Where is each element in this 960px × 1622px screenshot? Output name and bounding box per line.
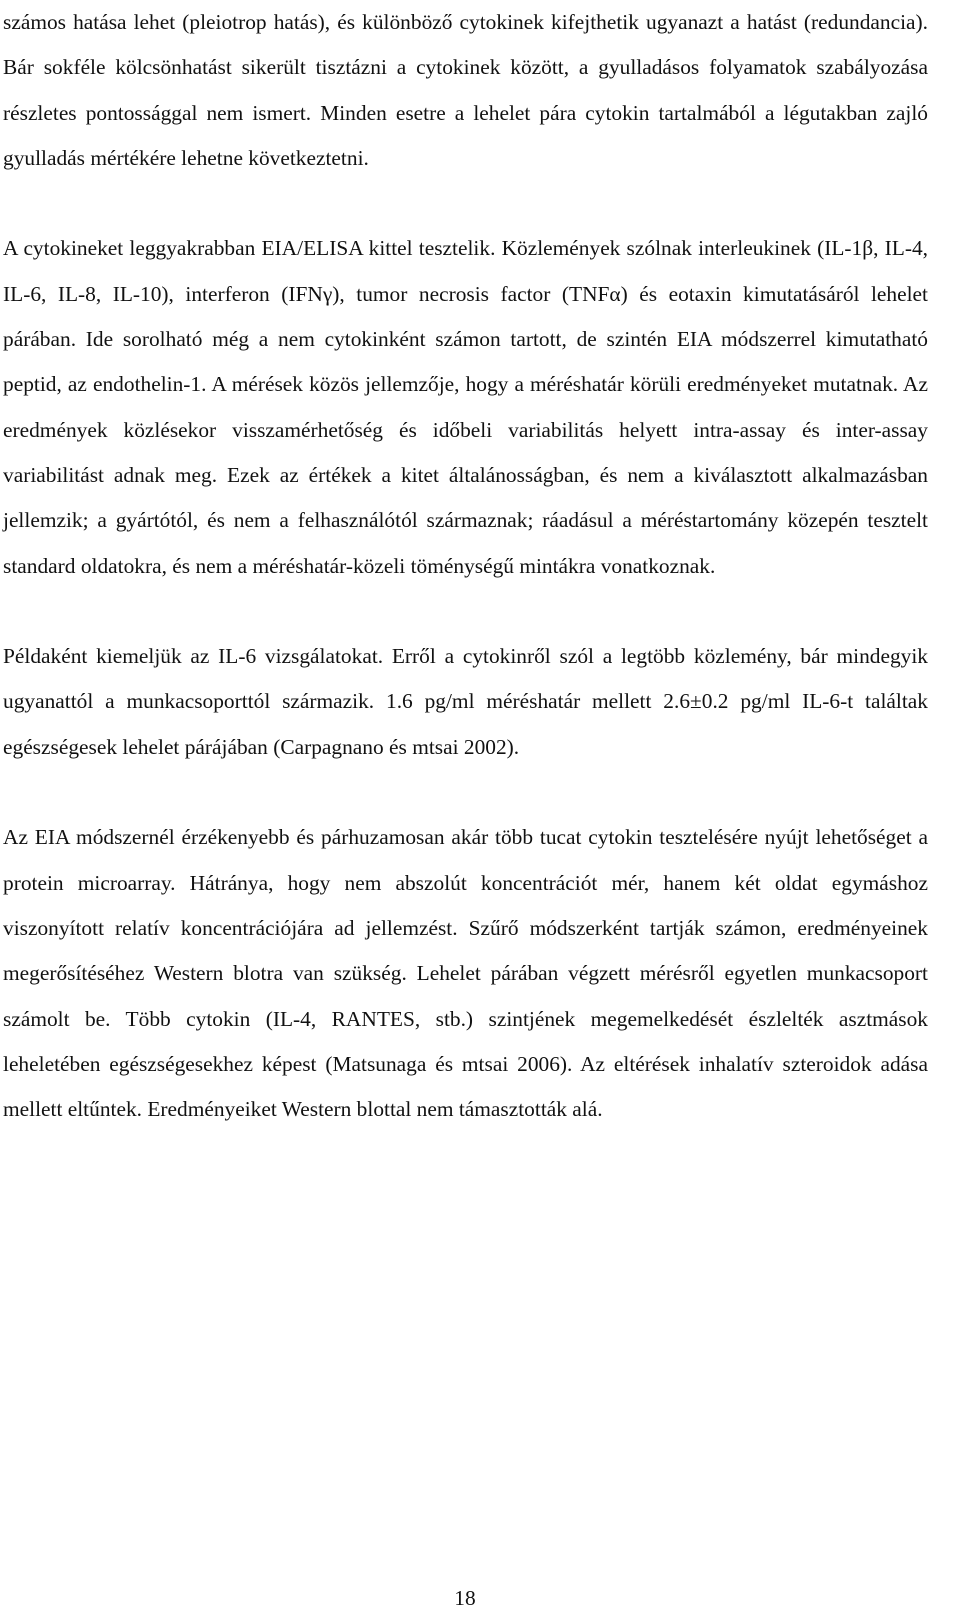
body-text [3,0,928,1178]
paragraph-cytokine-effects: számos hatása lehet (pleiotrop hatás), és különböző cytokinek kifejthetik ugyanazt a hatást (redundancia). Bár sokféle kölcsönhatást sikerült tisztázni a cytokinek között, a gyulladásos folyamatok szabályozása részletes pontossággal nem ismert. Minden esetre a lehelet pára cytokin tartalmából a légutakban zajló gyulladás mértékére lehetne következtetni. [3,10,928,170]
paragraph-il6-example: Példaként kiemeljük az IL-6 vizsgálatokat. Erről a cytokinről szól a legtöbb közlemény, bár mindegyik ugyanattól a munkacsoporttól származik. 1.6 pg/ml méréshatár mellett 2.6±0.2 pg/ml IL-6-t találtak egészségesek lehelet párájában (Carpagnano és mtsai 2002). [3,644,928,759]
paragraph-eia-elisa: A cytokineket leggyakrabban EIA/ELISA kittel tesztelik. Közlemények szólnak interleukinek (IL-1β, IL-4, IL-6, IL-8, IL-10), interferon (IFNγ), tumor necrosis factor (TNFα) és eotaxin kimutatásáról lehelet párában. Ide sorolható még a nem cytokinként számon tartott, de szintén EIA módszerrel kimutatható peptid, az endothelin-1. A mérések közös jellemzője, hogy a méréshatár körüli eredményeket mutatnak. Az eredmények közlésekor visszamérhetőség és időbeli variabilitás helyett intra-assay és inter-assay variabilitást adnak meg. Ezek az értékek a kitet általánosságban, és nem a kiválasztott alkalmazásban jellemzik; a gyártótól, és nem a felhasználótól származnak; ráadásul a méréstartomány közepén tesztelt standard oldatokra, és nem a méréshatár-közeli töménységű mintákra vonatkoznak. [3,236,928,578]
page-number: 18 [454,1586,476,1610]
paragraph-protein-microarray: Az EIA módszernél érzékenyebb és párhuzamosan akár több tucat cytokin tesztelésére nyújt lehetőséget a protein microarray. Hátránya, hogy nem abszolút koncentrációt mér, hanem két oldat egymáshoz viszonyított relatív koncentrációjára ad jellemzést. Szűrő módszerként tartják számon, eredményeinek megerősítéséhez Western blotra van szükség. Lehelet párában végzett mérésről egyetlen munkacsoport számolt be. Több cytokin (IL-4, RANTES, stb.) szintjének megemelkedését észlelték asztmások leheletében egészségesekhez képest (Matsunaga és mtsai 2006). Az eltérések inhalatív szteroidok adása mellett eltűntek. Eredményeiket Western blottal nem támasztották alá. [3,825,928,1122]
